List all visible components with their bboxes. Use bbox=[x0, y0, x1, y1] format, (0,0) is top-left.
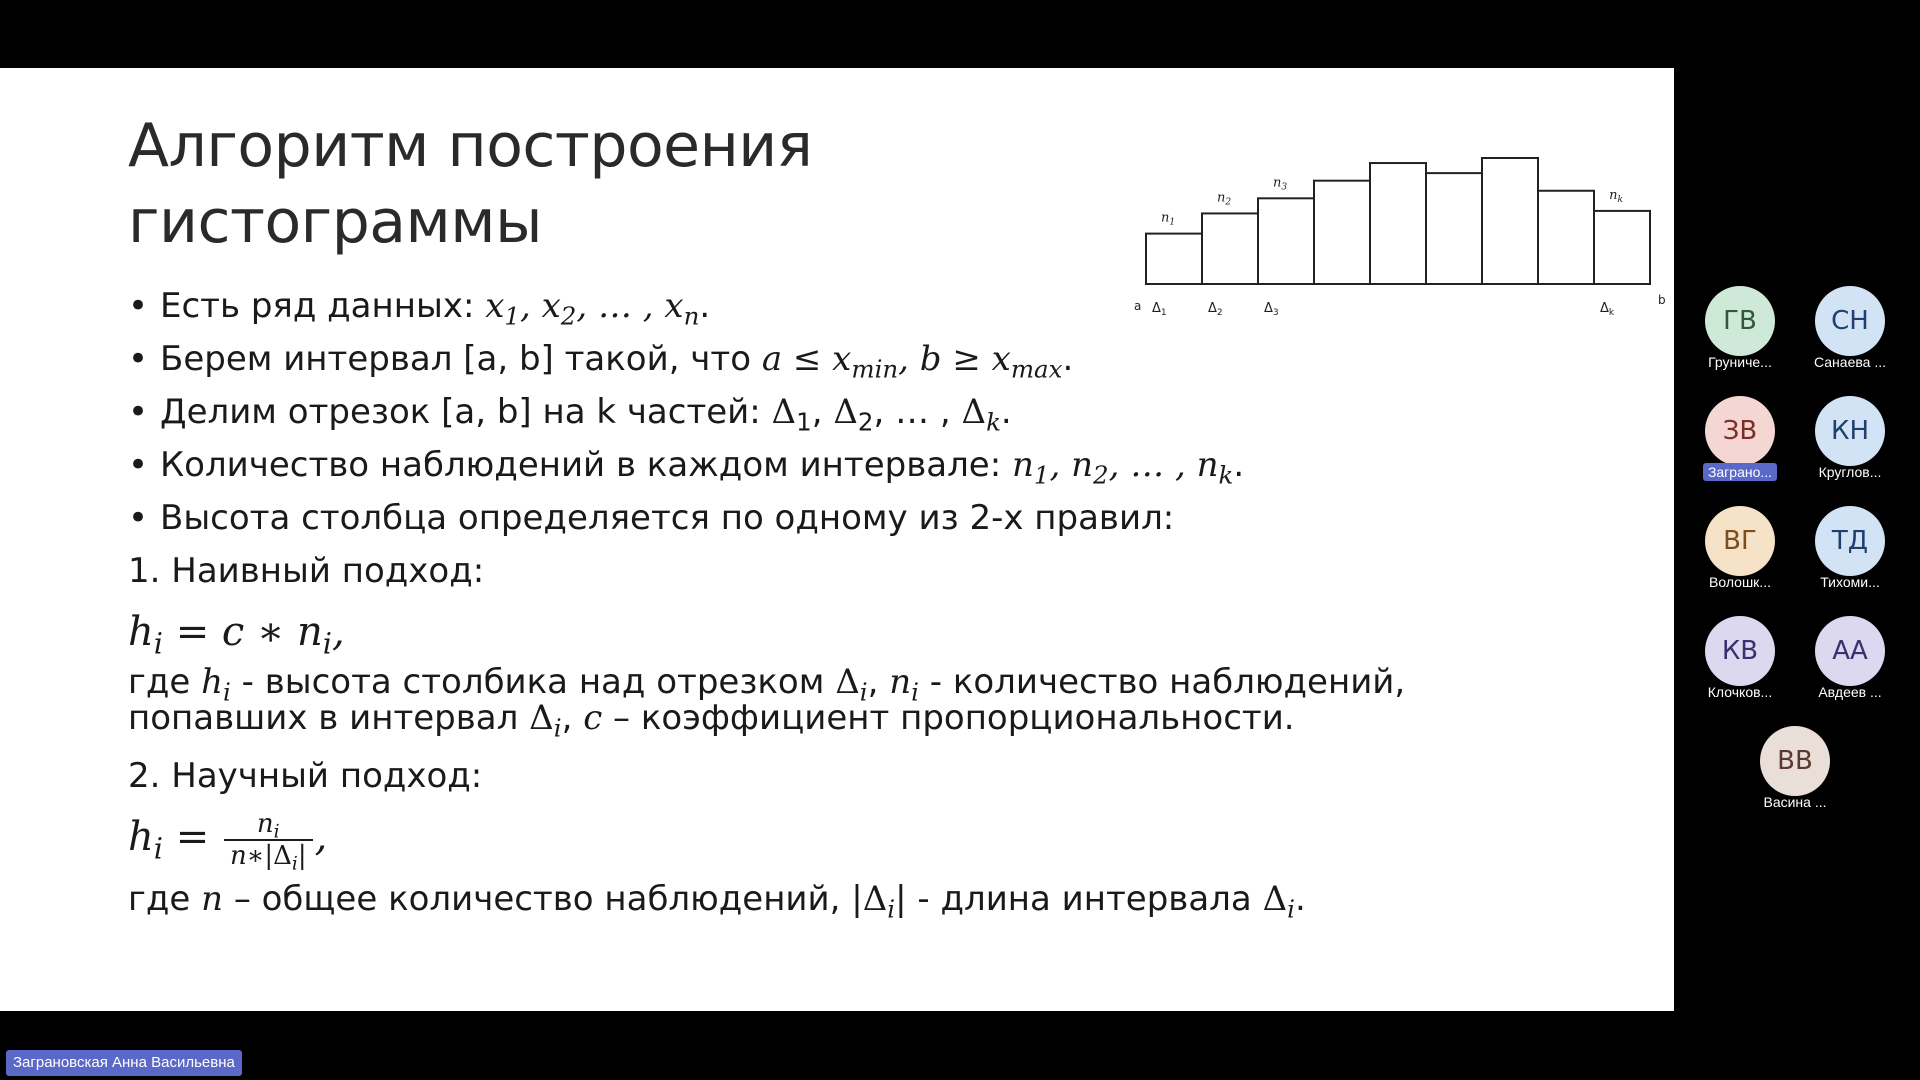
participant-avatar: ЗВ bbox=[1705, 396, 1775, 466]
histogram-bar bbox=[1594, 211, 1650, 284]
bullet-counts: • Количество наблюдений в каждом интервале: $n_1$, $n_2$, … , $n_k$. bbox=[128, 439, 1428, 492]
histogram-bar bbox=[1482, 158, 1538, 284]
participant-tile[interactable] bbox=[1795, 396, 1905, 496]
participant-name: Груниче... bbox=[1708, 354, 1772, 370]
participant-name: Волошк... bbox=[1709, 574, 1771, 590]
interval-tick-label: $\Delta_1$ bbox=[1152, 301, 1167, 318]
participant-tile[interactable] bbox=[1685, 506, 1795, 606]
bar-count-label: $n_3$ bbox=[1272, 175, 1288, 193]
bar-count-label: $n_1$ bbox=[1160, 210, 1176, 228]
participant-avatar: АА bbox=[1815, 616, 1885, 686]
participant-name: Тихоми... bbox=[1820, 574, 1880, 590]
participant-name: Санаева ... bbox=[1814, 354, 1886, 370]
participant-name: Васина ... bbox=[1763, 794, 1827, 810]
title-line-1: Алгоритм построения bbox=[128, 111, 813, 181]
participant-tile[interactable] bbox=[1795, 286, 1905, 386]
participant-avatar: СН bbox=[1815, 286, 1885, 356]
naive-explanation-2: попавших в интервал $\Delta_i$, c – коэффициент пропорциональности. bbox=[128, 698, 1295, 743]
active-speaker-label: Заграновская Анна Васильевна bbox=[6, 1050, 242, 1076]
bullet-interval: • Берем интервал [a, b] такой, что $a \le x_{min}$, $b \ge x_{max}$. bbox=[128, 333, 1428, 386]
scientific-explanation: где n – общее количество наблюдений, $|\Delta_i|$ - длина интервала $\Delta_i$. bbox=[128, 879, 1306, 924]
interval-tick-label: $\Delta_2$ bbox=[1208, 301, 1223, 318]
participant-avatar: ВГ bbox=[1705, 506, 1775, 576]
right-endpoint-label: b bbox=[1658, 293, 1666, 307]
bar-count-label: $n_k$ bbox=[1609, 187, 1623, 205]
slide-title bbox=[128, 108, 888, 260]
bar-count-label: $n_2$ bbox=[1216, 190, 1232, 208]
scientific-formula: $h_i$ = $\frac{n_i}{n∗|\Delta_i|}$ , bbox=[128, 809, 328, 875]
histogram-bar bbox=[1370, 163, 1426, 284]
histogram-bar bbox=[1314, 181, 1370, 284]
histogram-bar bbox=[1202, 213, 1258, 284]
participant-avatar: ТД bbox=[1815, 506, 1885, 576]
participant-tile[interactable] bbox=[1795, 616, 1905, 716]
left-endpoint-label: a bbox=[1134, 299, 1142, 313]
histogram-bar bbox=[1258, 198, 1314, 284]
scientific-heading: 2. Научный подход: bbox=[128, 756, 483, 796]
participant-name: Круглов... bbox=[1818, 464, 1882, 480]
interval-tick-label: $\Delta_k$ bbox=[1600, 301, 1615, 318]
title-line-2: гистограммы bbox=[128, 187, 542, 257]
naive-explanation-1: где $h_i$ - высота столбика над отрезком $\Delta_i$, $n_i$ - количество наблюдений, bbox=[128, 662, 1406, 707]
participant-avatar: КВ bbox=[1705, 616, 1775, 686]
slide-body bbox=[128, 280, 1428, 926]
histogram-bar bbox=[1146, 234, 1202, 284]
naive-heading: 1. Наивный подход: bbox=[128, 551, 485, 591]
participant-name: Заграно... bbox=[1685, 462, 1795, 482]
bullet-height-rules: • Высота столбца определяется по одному из 2-х правил: bbox=[128, 492, 1428, 545]
participant-tile[interactable] bbox=[1685, 286, 1795, 386]
naive-formula: $h_i = c$ ∗ $n_i$, bbox=[128, 609, 345, 661]
participant-name: Авдеев ... bbox=[1818, 684, 1882, 700]
presentation-slide bbox=[0, 68, 1674, 1011]
participant-avatar: ГВ bbox=[1705, 286, 1775, 356]
histogram-bar bbox=[1538, 191, 1594, 284]
participant-avatar: ВВ bbox=[1760, 726, 1830, 796]
participant-tile[interactable] bbox=[1740, 726, 1850, 826]
bullet-data-series: • Есть ряд данных: $x_1$, $x_2$, … , $x_n$. bbox=[128, 280, 1428, 333]
participant-avatar: КН bbox=[1815, 396, 1885, 466]
participant-tile[interactable] bbox=[1685, 616, 1795, 716]
participant-tile[interactable] bbox=[1685, 396, 1795, 496]
interval-tick-label: $\Delta_3$ bbox=[1264, 301, 1279, 318]
histogram-bar bbox=[1426, 173, 1482, 284]
bullet-split: • Делим отрезок [a, b] на k частей: $\Delta_1$, $\Delta_2$, … , $\Delta_k$. bbox=[128, 386, 1428, 439]
participant-name: Клочков... bbox=[1707, 684, 1773, 700]
participant-tile[interactable] bbox=[1795, 506, 1905, 606]
